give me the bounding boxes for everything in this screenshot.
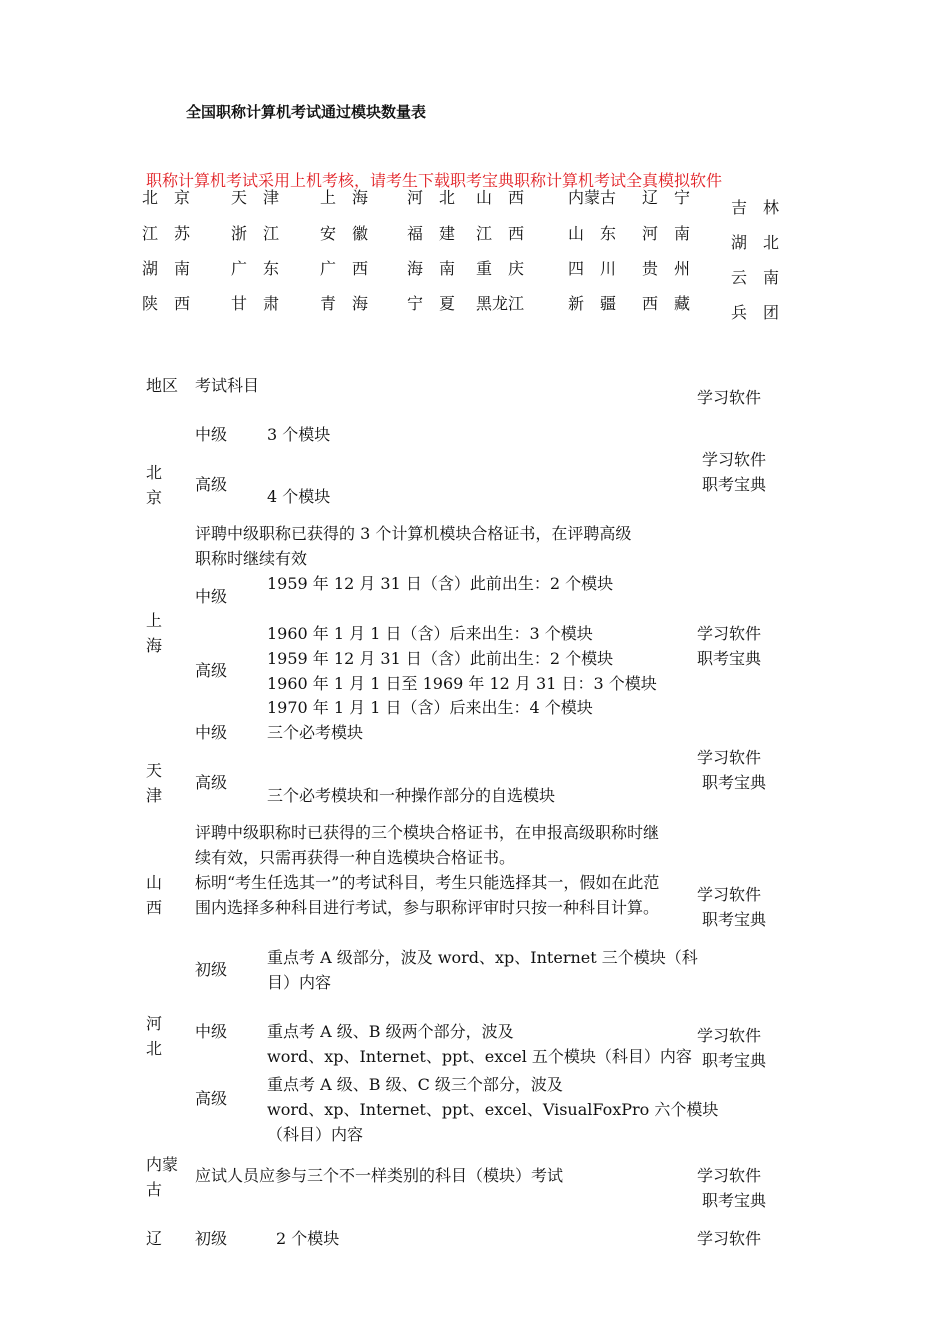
module-text: 1960 年 1 月 1 日（含）后来出生：3 个模块 xyxy=(267,624,593,643)
level-label: 中级 xyxy=(195,587,228,606)
module-text: word、xp、Internet、ppt、excel、VisualFoxPro 六个模块 xyxy=(267,1100,719,1119)
region-name: 天 xyxy=(146,761,163,780)
module-text: word、xp、Internet、ppt、excel 五个模块（科目）内容 xyxy=(267,1047,692,1066)
region-cell: 吉 林 xyxy=(731,198,780,217)
software-link[interactable]: 学习软件 xyxy=(697,885,762,904)
region-name: 北 xyxy=(146,1039,163,1058)
header-subject: 考试科目 xyxy=(195,376,260,395)
page-title: 全国职称计算机考试通过模块数量表 xyxy=(186,103,427,121)
header-software: 学习软件 xyxy=(697,388,762,407)
region-cell: 新 疆 xyxy=(568,294,617,313)
software-link[interactable]: 学习软件 xyxy=(702,450,767,469)
module-text: 重点考 A 级部分，波及 word、xp、Internet 三个模块（科 xyxy=(267,948,698,967)
header-region: 地区 xyxy=(146,376,179,395)
region-cell: 云 南 xyxy=(731,268,780,287)
note-text: 评聘中级职称已获得的 3 个计算机模块合格证书，在评聘高级 xyxy=(195,524,632,543)
region-cell: 贵 州 xyxy=(642,259,691,278)
note-text: 围内选择多种科目进行考试，参与职称评审时只按一种科目计算。 xyxy=(195,898,660,917)
module-text: 1970 年 1 月 1 日（含）后来出生：4 个模块 xyxy=(267,698,593,717)
software-link[interactable]: 职考宝典 xyxy=(697,649,762,668)
region-cell: 内蒙古 xyxy=(568,188,617,207)
module-text: 1959 年 12 月 31 日（含）此前出生：2 个模块 xyxy=(267,574,614,593)
module-text: 三个必考模块 xyxy=(267,723,364,742)
note-text: 评聘中级职称时已获得的三个模块合格证书，在申报高级职称时继 xyxy=(195,823,660,842)
region-cell: 河 北 xyxy=(407,188,456,207)
level-label: 初级 xyxy=(195,960,228,979)
region-name: 西 xyxy=(146,898,163,917)
region-cell: 西 藏 xyxy=(642,294,691,313)
level-label: 初级 xyxy=(195,1229,228,1248)
level-label: 高级 xyxy=(195,773,228,792)
region-cell: 江 西 xyxy=(476,224,525,243)
module-text: 1960 年 1 月 1 日至 1969 年 12 月 31 日：3 个模块 xyxy=(267,674,657,693)
region-cell: 北 京 xyxy=(142,188,191,207)
region-cell: 辽 宁 xyxy=(642,188,691,207)
region-cell: 天 津 xyxy=(231,188,280,207)
region-cell: 上 海 xyxy=(320,188,369,207)
module-text: 目）内容 xyxy=(267,973,332,992)
region-cell: 浙 江 xyxy=(231,224,280,243)
module-text: 三个必考模块和一种操作部分的自选模块 xyxy=(267,786,556,805)
module-text: 4 个模块 xyxy=(267,487,331,506)
level-label: 高级 xyxy=(195,661,228,680)
region-cell: 福 建 xyxy=(407,224,456,243)
region-name: 海 xyxy=(146,636,163,655)
region-name: 京 xyxy=(146,488,163,507)
software-link[interactable]: 学习软件 xyxy=(697,748,762,767)
software-link[interactable]: 职考宝典 xyxy=(702,1051,767,1070)
region-name: 山 xyxy=(146,873,163,892)
software-link[interactable]: 职考宝典 xyxy=(702,1191,767,1210)
region-cell: 宁 夏 xyxy=(407,294,456,313)
software-link[interactable]: 学习软件 xyxy=(697,624,762,643)
module-text: （科目）内容 xyxy=(267,1125,364,1144)
module-text: 2 个模块 xyxy=(276,1229,340,1248)
note-text: 职称时继续有效 xyxy=(195,549,308,568)
region-cell: 青 海 xyxy=(320,294,369,313)
level-label: 高级 xyxy=(195,475,228,494)
region-name: 津 xyxy=(146,786,163,805)
software-link[interactable]: 学习软件 xyxy=(697,1026,762,1045)
module-text: 应试人员应参与三个不一样类别的科目（模块）考试 xyxy=(195,1166,564,1185)
region-cell: 海 南 xyxy=(407,259,456,278)
region-cell: 广 西 xyxy=(320,259,369,278)
software-link[interactable]: 学习软件 xyxy=(697,1229,762,1248)
region-cell: 湖 南 xyxy=(142,259,191,278)
module-text: 重点考 A 级、B 级两个部分，波及 xyxy=(267,1022,514,1041)
region-name: 河 xyxy=(146,1014,163,1033)
region-cell: 安 徽 xyxy=(320,224,369,243)
level-label: 中级 xyxy=(195,425,228,444)
level-label: 中级 xyxy=(195,723,228,742)
module-text: 重点考 A 级、B 级、C 级三个部分，波及 xyxy=(267,1075,563,1094)
region-cell: 广 东 xyxy=(231,259,280,278)
region-name: 上 xyxy=(146,611,163,630)
notice-text: 职称计算机考试采用上机考核，请考生下载职考宝典职称计算机考试全真模拟软件 xyxy=(146,171,723,190)
region-cell: 重 庆 xyxy=(476,259,525,278)
software-link[interactable]: 职考宝典 xyxy=(702,910,767,929)
region-cell: 兵 团 xyxy=(731,303,780,322)
region-cell: 山 西 xyxy=(476,188,525,207)
region-name: 内蒙 xyxy=(146,1155,179,1174)
region-name: 北 xyxy=(146,463,163,482)
region-cell: 甘 肃 xyxy=(231,294,280,313)
region-cell: 山 东 xyxy=(568,224,617,243)
region-cell: 黑龙江 xyxy=(476,294,525,313)
level-label: 高级 xyxy=(195,1089,228,1108)
note-text: 续有效，只需再获得一种自选模块合格证书。 xyxy=(195,848,516,867)
note-text: 标明“考生任选其一”的考试科目，考生只能选择其一，假如在此范 xyxy=(195,873,660,892)
region-cell: 江 苏 xyxy=(142,224,191,243)
region-cell: 湖 北 xyxy=(731,233,780,252)
region-cell: 陕 西 xyxy=(142,294,191,313)
region-cell: 河 南 xyxy=(642,224,691,243)
software-link[interactable]: 职考宝典 xyxy=(702,475,767,494)
module-text: 3 个模块 xyxy=(267,425,331,444)
region-cell: 四 川 xyxy=(568,259,617,278)
region-name: 辽 xyxy=(146,1229,163,1248)
region-name: 古 xyxy=(146,1180,163,1199)
module-text: 1959 年 12 月 31 日（含）此前出生：2 个模块 xyxy=(267,649,614,668)
software-link[interactable]: 学习软件 xyxy=(697,1166,762,1185)
software-link[interactable]: 职考宝典 xyxy=(702,773,767,792)
level-label: 中级 xyxy=(195,1022,228,1041)
